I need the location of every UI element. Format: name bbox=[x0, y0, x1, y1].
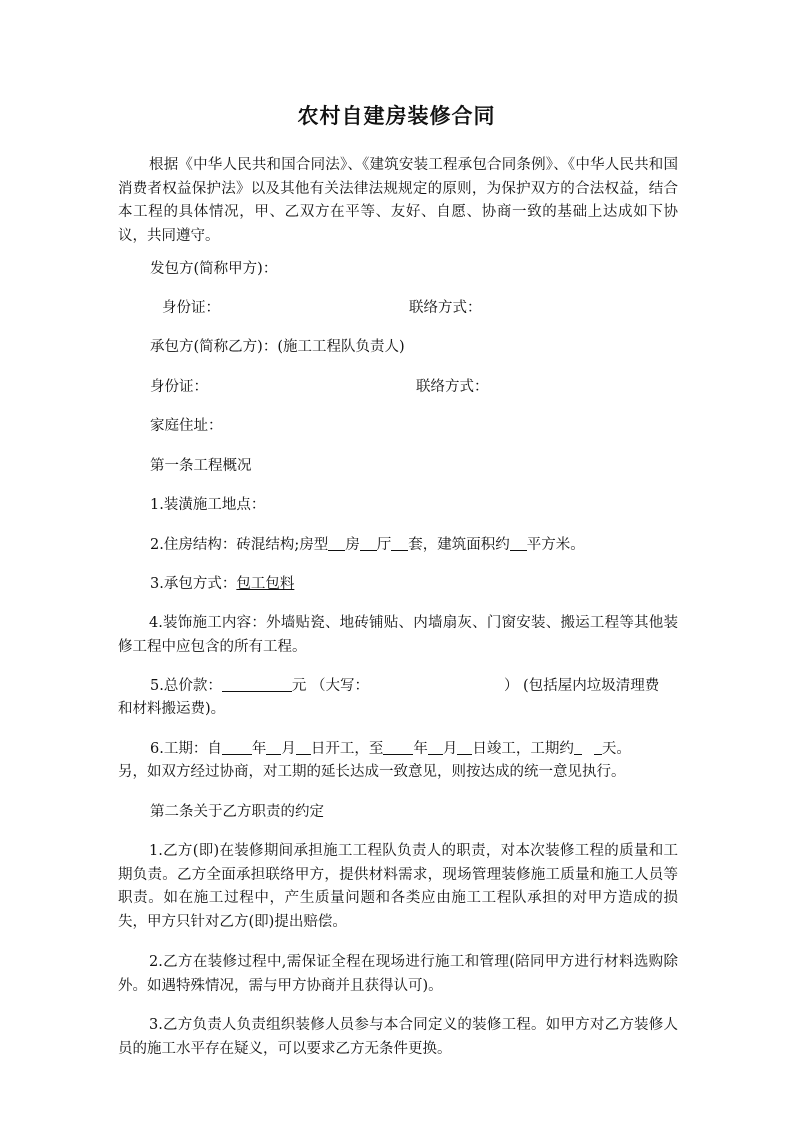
party-a-label: 发包方(简称甲方)： bbox=[150, 261, 278, 277]
item2-part-c: 厅 bbox=[376, 537, 392, 553]
blank-end-month bbox=[428, 739, 443, 755]
article2-item3: 3.乙方负责人负责组织装修人员参与本合同定义的装修工程。如甲方对乙方装修人员的施工水平存在疑义，可以要求乙方无条件更换。 bbox=[118, 1017, 678, 1057]
blank-start-day bbox=[296, 739, 311, 755]
item6-part-f: 月 bbox=[442, 741, 458, 757]
article1-heading: 第一条工程概况 bbox=[150, 458, 252, 474]
blank-price bbox=[222, 676, 292, 692]
party-a-id-label: 身份证： bbox=[162, 300, 220, 316]
item5-part-b: 元 （大写： bbox=[291, 678, 369, 694]
party-a-contact-label: 联络方式： bbox=[409, 300, 482, 316]
item2-part-e: 平方米。 bbox=[526, 537, 585, 553]
blank-end-day bbox=[457, 739, 472, 755]
party-b-contact-label: 联络方式： bbox=[416, 379, 489, 395]
item5-part-a: 5.总价款： bbox=[150, 678, 222, 694]
article2-item2: 2.乙方在装修过程中,需保证全程在现场进行施工和管理(陪同甲方进行材料选购除外。如遇特殊情况，需与甲方协商并且获得认可)。 bbox=[118, 954, 678, 994]
party-b-address-label: 家庭住址： bbox=[150, 418, 223, 434]
blank-duration-a bbox=[574, 739, 582, 755]
article2-heading: 第二条关于乙方职责的约定 bbox=[150, 804, 324, 820]
article1-item4: 4.装饰施工内容：外墙贴瓷、地砖铺贴、内墙扇灰、门窗安装、搬运工程等其他装修工程中应包含的所有工程。 bbox=[118, 615, 678, 655]
article2-item1: 1.乙方(即)在装修期间承担施工工程队负责人的职责，对本次装修工程的质量和工期负责。乙方全面承担联络甲方，提供材料需求，现场管理装修施工质量和施工人员等职责。如在施工过程中，产生质量问题和各类应由施工工程队承担的对甲方造成的损失，甲方只针对乙方(即)提出赔偿。 bbox=[118, 843, 678, 930]
blank-sets bbox=[391, 535, 408, 551]
article1-item6-line1 bbox=[150, 738, 631, 762]
party-b-label: 承包方(简称乙方)：(施工工程队负责人) bbox=[150, 339, 405, 355]
item6-part-g: 日竣工，工期约 bbox=[472, 741, 574, 757]
blank-halls bbox=[360, 535, 377, 551]
item6-part-b: 年 bbox=[251, 741, 267, 757]
item5-part-d: 和材料搬运费)。 bbox=[118, 701, 226, 717]
blank-area bbox=[510, 535, 527, 551]
blank-end-year bbox=[383, 739, 413, 755]
article1-item2 bbox=[150, 534, 585, 558]
blank-start-year bbox=[222, 739, 252, 755]
item2-part-d: 套，建筑面积约 bbox=[408, 537, 510, 553]
article1-item5-line1 bbox=[150, 675, 659, 699]
item6-part-h: 天。 bbox=[601, 741, 631, 757]
blank-duration-b bbox=[594, 739, 602, 755]
item3-value: 包工包料 bbox=[236, 576, 295, 592]
item2-part-a: 2.住房结构：砖混结构;房型 bbox=[150, 537, 329, 553]
item2-part-b: 房 bbox=[345, 537, 360, 553]
blank-start-month bbox=[266, 739, 281, 755]
blank-rooms bbox=[328, 535, 345, 551]
item6-part-c: 月 bbox=[281, 741, 296, 757]
article1-item1: 1.装潢施工地点： bbox=[150, 497, 266, 513]
intro-paragraph: 根据《中华人民共和国合同法》、《建筑安装工程承包合同条例》、《中华人民共和国消费者权益保护法》以及其他有关法律法规规定的原则，为保护双方的合法权益，结合本工程的具体情况，甲、乙双方在平等、友好、自愿、协商一致的基础上达成如下协议，共同遵守。 bbox=[118, 157, 678, 244]
item5-part-c: ） (包括屋内垃圾清理费 bbox=[503, 678, 660, 694]
item3-label: 3.承包方式： bbox=[150, 576, 237, 592]
article1-item3 bbox=[150, 573, 294, 597]
item6-part-a: 6.工期：自 bbox=[150, 741, 222, 757]
item6-part-e: 年 bbox=[413, 741, 428, 757]
item6-line2: 另，如双方经过协商，对工期的延长达成一致意见，则按达成的统一意见执行。 bbox=[118, 764, 626, 780]
document-title: 农村自建房装修合同 bbox=[297, 104, 496, 128]
party-b-id-label: 身份证： bbox=[150, 379, 208, 395]
item6-part-d: 日开工，至 bbox=[310, 741, 384, 757]
